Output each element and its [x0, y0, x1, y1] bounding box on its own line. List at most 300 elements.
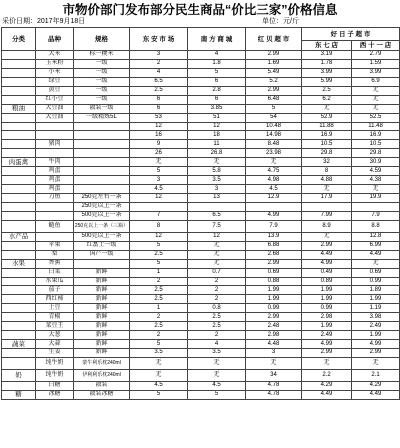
price-cell: 2.99 [246, 51, 302, 60]
price-cell: 2.68 [246, 250, 302, 259]
spec-cell: 新鲜 [74, 268, 130, 277]
price-cell: 23.98 [246, 149, 302, 158]
price-cell [302, 202, 352, 211]
category-cell [2, 86, 36, 95]
price-cell: 1.89 [352, 286, 400, 295]
price-cell: 6 [188, 95, 246, 104]
price-cell: 51 [188, 113, 246, 122]
item-name-cell: 鸡蛋 [36, 185, 74, 194]
price-cell: 1.99 [246, 286, 302, 295]
price-cell: 1.99 [352, 331, 400, 340]
table-row [2, 241, 400, 250]
table-row [2, 349, 400, 358]
price-cell: 52.5 [352, 113, 400, 122]
price-cell: 8 [302, 167, 352, 176]
price-cell: 5.2 [246, 77, 302, 86]
price-cell: 4 [130, 68, 188, 77]
table-row [2, 77, 400, 86]
price-cell: 53 [130, 113, 188, 122]
price-cell: 无 [302, 104, 352, 113]
table-row [2, 158, 400, 167]
item-name-cell: 菜豆王 [36, 322, 74, 331]
price-cell: 无 [130, 158, 188, 167]
price-cell: 8.8 [352, 220, 400, 232]
header-branch-xishiyi: 西 十 一 店 [352, 41, 400, 51]
price-cell: 2.5 [188, 322, 246, 331]
table-row [2, 369, 400, 381]
item-name-cell: 鲢鱼 [36, 220, 74, 232]
price-cell: 2.99 [302, 349, 352, 358]
price-cell: 6.88 [246, 241, 302, 250]
item-name-cell: 生姜 [36, 349, 74, 358]
price-cell: 6.5 [188, 211, 246, 220]
price-cell: 2.2 [302, 369, 352, 381]
table-row [2, 68, 400, 77]
category-cell [2, 295, 36, 304]
price-cell: 12 [130, 122, 188, 131]
price-cell: 2 [130, 277, 188, 286]
price-cell: 4.99 [246, 211, 302, 220]
item-name-cell: 鸡蛋 [36, 167, 74, 176]
item-name-cell: 红小豆 [36, 95, 74, 104]
spec-cell: 标一粳米 [74, 51, 130, 60]
price-cell: 1.8 [188, 59, 246, 68]
category-cell: 奶 [2, 369, 36, 381]
price-cell: 无 [188, 259, 246, 268]
item-name-cell: 西红柿 [36, 295, 74, 304]
table-row [2, 220, 400, 232]
spec-cell: 国产一级 [74, 250, 130, 259]
price-cell: 5.49 [246, 68, 302, 77]
category-cell [2, 185, 36, 194]
table-row [2, 313, 400, 322]
price-cell: 6 [130, 95, 188, 104]
price-cell: 2 [188, 277, 246, 286]
spec-cell [74, 122, 130, 131]
price-cell: 5 [188, 68, 246, 77]
header-market-hongbei: 红 贝 超 市 [246, 28, 302, 51]
price-cell: 1.99 [246, 295, 302, 304]
price-cell: 无 [352, 104, 400, 113]
price-cell: 8.48 [246, 140, 302, 149]
price-cell: 12 [130, 194, 188, 203]
item-name-cell: 大豆油 [36, 113, 74, 122]
price-cell: 4.99 [302, 259, 352, 268]
category-cell: 水产品 [2, 232, 36, 241]
item-name-cell: 玉米粉 [36, 59, 74, 68]
category-cell [2, 250, 36, 259]
price-cell: 无 [246, 357, 302, 369]
table-row [2, 176, 400, 185]
item-name-cell: 白糖 [36, 381, 74, 390]
price-cell: 7.9 [352, 211, 400, 220]
price-cell: 2 [188, 295, 246, 304]
table-row [2, 331, 400, 340]
price-cell: 4 [188, 340, 246, 349]
item-name-cell: 大葱 [36, 331, 74, 340]
category-cell [2, 331, 36, 340]
price-cell: 0.49 [302, 268, 352, 277]
table-row [2, 95, 400, 104]
price-cell: 8.9 [302, 220, 352, 232]
price-cell: 无 [188, 369, 246, 381]
price-cell: 3.5 [188, 349, 246, 358]
category-cell [2, 176, 36, 185]
category-cell [2, 220, 36, 232]
price-cell: 5 [188, 390, 246, 399]
category-cell [2, 77, 36, 86]
category-cell: 糖 [2, 390, 36, 399]
category-cell [2, 149, 36, 158]
price-cell: 无 [188, 158, 246, 167]
header-name: 品种 [36, 28, 74, 51]
spec-cell: 250克以上一条（三瓶） [74, 220, 130, 232]
price-cell: 2.5 [130, 86, 188, 95]
price-cell: 5 [130, 241, 188, 250]
category-cell: 蔬菜 [2, 340, 36, 349]
price-cell: 11.48 [352, 122, 400, 131]
item-name-cell: 土豆 [36, 304, 74, 313]
item-name-cell: 香蕉 [36, 259, 74, 268]
spec-cell: 红富士一级 [74, 241, 130, 250]
price-cell: 1.69 [246, 59, 302, 68]
spec-cell: 一级 [74, 86, 130, 95]
price-cell: 7.99 [302, 211, 352, 220]
table-row [2, 390, 400, 399]
price-cell: 3 [130, 51, 188, 60]
table-row [2, 122, 400, 131]
table-row [2, 113, 400, 122]
price-cell: 4 [188, 51, 246, 60]
price-cell: 10.5 [352, 140, 400, 149]
item-name-cell [36, 202, 74, 211]
header-spec: 规格 [74, 28, 130, 51]
price-cell: 1 [130, 304, 188, 313]
spec-cell: 蒙牛利乐枕240ml [74, 357, 130, 369]
spec-cell [74, 158, 130, 167]
item-name-cell: 大蒜 [36, 340, 74, 349]
price-cell: 3.99 [352, 68, 400, 77]
item-name-cell: 水果瓜 [36, 277, 74, 286]
price-cell: 4.99 [352, 340, 400, 349]
price-cell: 4.49 [302, 250, 352, 259]
price-cell: 6 [130, 104, 188, 113]
price-cell: 26.8 [188, 149, 246, 158]
price-cell [246, 202, 302, 211]
table-row [2, 381, 400, 390]
price-cell: 4.5 [188, 381, 246, 390]
spec-cell: 新鲜 [74, 313, 130, 322]
category-cell [2, 349, 36, 358]
spec-cell: 伊利利乐枕240ml [74, 369, 130, 381]
price-cell: 4.49 [352, 250, 400, 259]
price-cell: 2.49 [352, 322, 400, 331]
price-cell: 2 [130, 331, 188, 340]
item-name-cell: 白菜 [36, 268, 74, 277]
category-cell [2, 313, 36, 322]
price-cell: 6.48 [246, 95, 302, 104]
price-cell: 54 [246, 113, 302, 122]
category-cell [2, 277, 36, 286]
price-cell: 10.5 [302, 140, 352, 149]
spec-cell [74, 149, 130, 158]
item-name-cell: 刀鱼 [36, 194, 74, 203]
spec-cell: 新鲜 [74, 322, 130, 331]
price-cell: 2.98 [246, 331, 302, 340]
price-cell: 3 [130, 176, 188, 185]
price-cell: 12.8 [352, 232, 400, 241]
price-cell: 29.8 [302, 149, 352, 158]
item-name-cell: 绿豆 [36, 77, 74, 86]
table-row [2, 202, 400, 211]
spec-cell: 一级 [74, 68, 130, 77]
price-cell: 2.98 [302, 313, 352, 322]
document-title: 市物价部门发布部分民生商品“价比三家”价格信息 [62, 3, 338, 17]
price-cell: 1.19 [352, 304, 400, 313]
price-cell: 3.5 [130, 349, 188, 358]
price-cell: 32 [302, 158, 352, 167]
spec-cell: 新鲜 [74, 295, 130, 304]
price-cell: 5 [246, 104, 302, 113]
price-cell: 3.19 [302, 51, 352, 60]
price-cell: 2.5 [130, 295, 188, 304]
price-cell: 3.85 [188, 104, 246, 113]
price-cell: 2.99 [246, 313, 302, 322]
category-cell [2, 95, 36, 104]
table-row [2, 286, 400, 295]
price-cell: 4.88 [302, 176, 352, 185]
table-row [2, 322, 400, 331]
category-cell [2, 286, 36, 295]
unit-label: 单位：元/斤 [262, 18, 299, 25]
category-cell [2, 304, 36, 313]
price-cell: 无 [302, 185, 352, 194]
category-cell [2, 194, 36, 203]
price-cell: 6.99 [352, 241, 400, 250]
price-cell: 4.49 [302, 390, 352, 399]
meta-line [0, 16, 400, 27]
spec-cell: 新鲜 [74, 277, 130, 286]
spec-cell: 一级 [74, 59, 130, 68]
price-cell: 6.5 [130, 77, 188, 86]
item-name-cell: 小米 [36, 68, 74, 77]
item-name-cell: 纯牛奶 [36, 369, 74, 381]
header-category: 分类 [2, 28, 36, 51]
price-cell: 2.1 [352, 369, 400, 381]
spec-cell [74, 259, 130, 268]
price-cell: 6.2 [302, 95, 352, 104]
price-cell: 11.88 [302, 122, 352, 131]
table-row [2, 86, 400, 95]
table-row [2, 259, 400, 268]
price-cell: 7.9 [246, 220, 302, 232]
price-cell: 无 [188, 241, 246, 250]
price-cell: 2 [188, 331, 246, 340]
table-row [2, 268, 400, 277]
spec-cell: 新鲜 [74, 304, 130, 313]
category-cell [2, 322, 36, 331]
table-row [2, 295, 400, 304]
spec-cell: 250克左右一条 [74, 194, 130, 203]
price-cell: 4.49 [352, 390, 400, 399]
table-row [2, 250, 400, 259]
price-cell: 无 [130, 357, 188, 369]
price-cell: 16.9 [302, 131, 352, 140]
price-cell: 30.9 [352, 158, 400, 167]
item-name-cell [36, 131, 74, 140]
price-cell: 4.48 [246, 340, 302, 349]
header-market-dongan: 东 安 市 场 [130, 28, 188, 51]
item-name-cell: 苹果 [36, 241, 74, 250]
table-row [2, 167, 400, 176]
price-cell: 0.88 [246, 277, 302, 286]
spec-cell [74, 131, 130, 140]
item-name-cell: 鸡蛋 [36, 176, 74, 185]
price-cell: 34 [246, 369, 302, 381]
spec-cell: 500克以上一条 [74, 232, 130, 241]
price-cell: 3.99 [302, 68, 352, 77]
spec-cell: 新鲜 [74, 340, 130, 349]
price-cell: 4.75 [246, 167, 302, 176]
table-row [2, 51, 400, 60]
price-cell: 1.99 [302, 286, 352, 295]
category-cell [2, 381, 36, 390]
spec-cell: 散装 [74, 381, 130, 390]
spec-cell: 一级精炼5L [74, 113, 130, 122]
header-market-nanfang: 南 方 商 城 [188, 28, 246, 51]
spec-cell: 散装一级 [74, 104, 130, 113]
price-cell: 2.5 [130, 322, 188, 331]
table-row [2, 194, 400, 203]
table-row [2, 304, 400, 313]
price-cell: 5 [130, 340, 188, 349]
price-table [1, 27, 400, 400]
price-cell: 5 [130, 259, 188, 268]
price-cell: 1.99 [352, 295, 400, 304]
price-cell: 29.8 [352, 149, 400, 158]
price-cell: 12 [188, 232, 246, 241]
table-row [2, 104, 400, 113]
price-cell: 2.48 [246, 322, 302, 331]
price-cell: 4.59 [352, 167, 400, 176]
price-cell: 6.9 [352, 77, 400, 86]
table-row [2, 131, 400, 140]
table-row [2, 277, 400, 286]
price-cell: 1 [130, 268, 188, 277]
price-cell: 19.9 [352, 194, 400, 203]
price-cell: 10.48 [246, 122, 302, 131]
category-cell [2, 211, 36, 220]
category-cell [2, 113, 36, 122]
price-cell: 2.5 [188, 313, 246, 322]
price-cell: 1.99 [302, 322, 352, 331]
spec-cell: 一级 [74, 95, 130, 104]
price-cell: 2.49 [302, 331, 352, 340]
spec-cell: 散装冰糖 [74, 390, 130, 399]
price-cell: 0.99 [246, 304, 302, 313]
price-cell: 2.99 [246, 86, 302, 95]
price-cell: 5.99 [302, 77, 352, 86]
category-cell [2, 131, 36, 140]
item-name-cell: 猪肉 [36, 140, 74, 149]
price-cell: 无 [352, 86, 400, 95]
spec-cell [74, 185, 130, 194]
spec-cell [74, 176, 130, 185]
item-name-cell [36, 149, 74, 158]
price-cell: 18 [188, 131, 246, 140]
price-cell: 0.69 [352, 268, 400, 277]
price-cell: 16 [130, 131, 188, 140]
price-cell [188, 202, 246, 211]
price-cell: 1.99 [302, 295, 352, 304]
item-name-cell: 茄子 [36, 286, 74, 295]
spec-cell [74, 167, 130, 176]
item-name-cell: 冰糖 [36, 390, 74, 399]
price-cell: 0.89 [302, 277, 352, 286]
item-name-cell: 梨 [36, 250, 74, 259]
table-row [2, 185, 400, 194]
price-cell: 3.98 [352, 313, 400, 322]
price-cell: 4.29 [352, 381, 400, 390]
price-cell: 1.59 [352, 59, 400, 68]
category-cell [2, 51, 36, 60]
price-cell: 2 [130, 313, 188, 322]
item-name-cell: 牛肉 [36, 158, 74, 167]
spec-cell: 新鲜 [74, 331, 130, 340]
price-cell: 0.99 [352, 277, 400, 286]
price-cell: 4.78 [246, 381, 302, 390]
price-cell: 13.9 [246, 232, 302, 241]
header-market-haorizi: 好 日 子 超 市 [302, 28, 400, 41]
price-cell: 4.99 [302, 340, 352, 349]
price-cell: 6 [188, 77, 246, 86]
price-cell: 12 [188, 122, 246, 131]
price-cell: 8 [130, 220, 188, 232]
spec-cell [74, 140, 130, 149]
header-branch-dongqi: 东 七 店 [302, 41, 352, 51]
category-cell [2, 68, 36, 77]
category-cell: 肉蛋禽 [2, 158, 36, 167]
spec-cell: 新鲜 [74, 349, 130, 358]
price-cell: 0.8 [188, 304, 246, 313]
category-cell [2, 59, 36, 68]
price-cell: 1.78 [302, 59, 352, 68]
table-row [2, 232, 400, 241]
spec-cell: 一级 [74, 77, 130, 86]
price-cell: 无 [352, 95, 400, 104]
category-cell [2, 167, 36, 176]
price-cell: 无 [246, 158, 302, 167]
price-cell: 无 [130, 369, 188, 381]
category-cell [2, 202, 36, 211]
price-cell: 4.98 [246, 176, 302, 185]
price-cell: 11 [188, 140, 246, 149]
price-cell: 12.9 [246, 194, 302, 203]
price-cell [130, 202, 188, 211]
price-cell: 无 [302, 357, 352, 369]
price-cell: 3.5 [188, 176, 246, 185]
spec-cell: 新鲜 [74, 286, 130, 295]
price-cell: 2.5 [130, 250, 188, 259]
price-cell: 无 [352, 357, 400, 369]
price-cell: 2.5 [130, 286, 188, 295]
date-label: 采价日期：2017年9月18日 [2, 18, 86, 25]
price-cell: 5 [130, 390, 188, 399]
item-name-cell: 青椒 [36, 313, 74, 322]
price-cell: 2 [188, 286, 246, 295]
price-cell: 2.79 [352, 51, 400, 60]
price-cell: 无 [302, 232, 352, 241]
